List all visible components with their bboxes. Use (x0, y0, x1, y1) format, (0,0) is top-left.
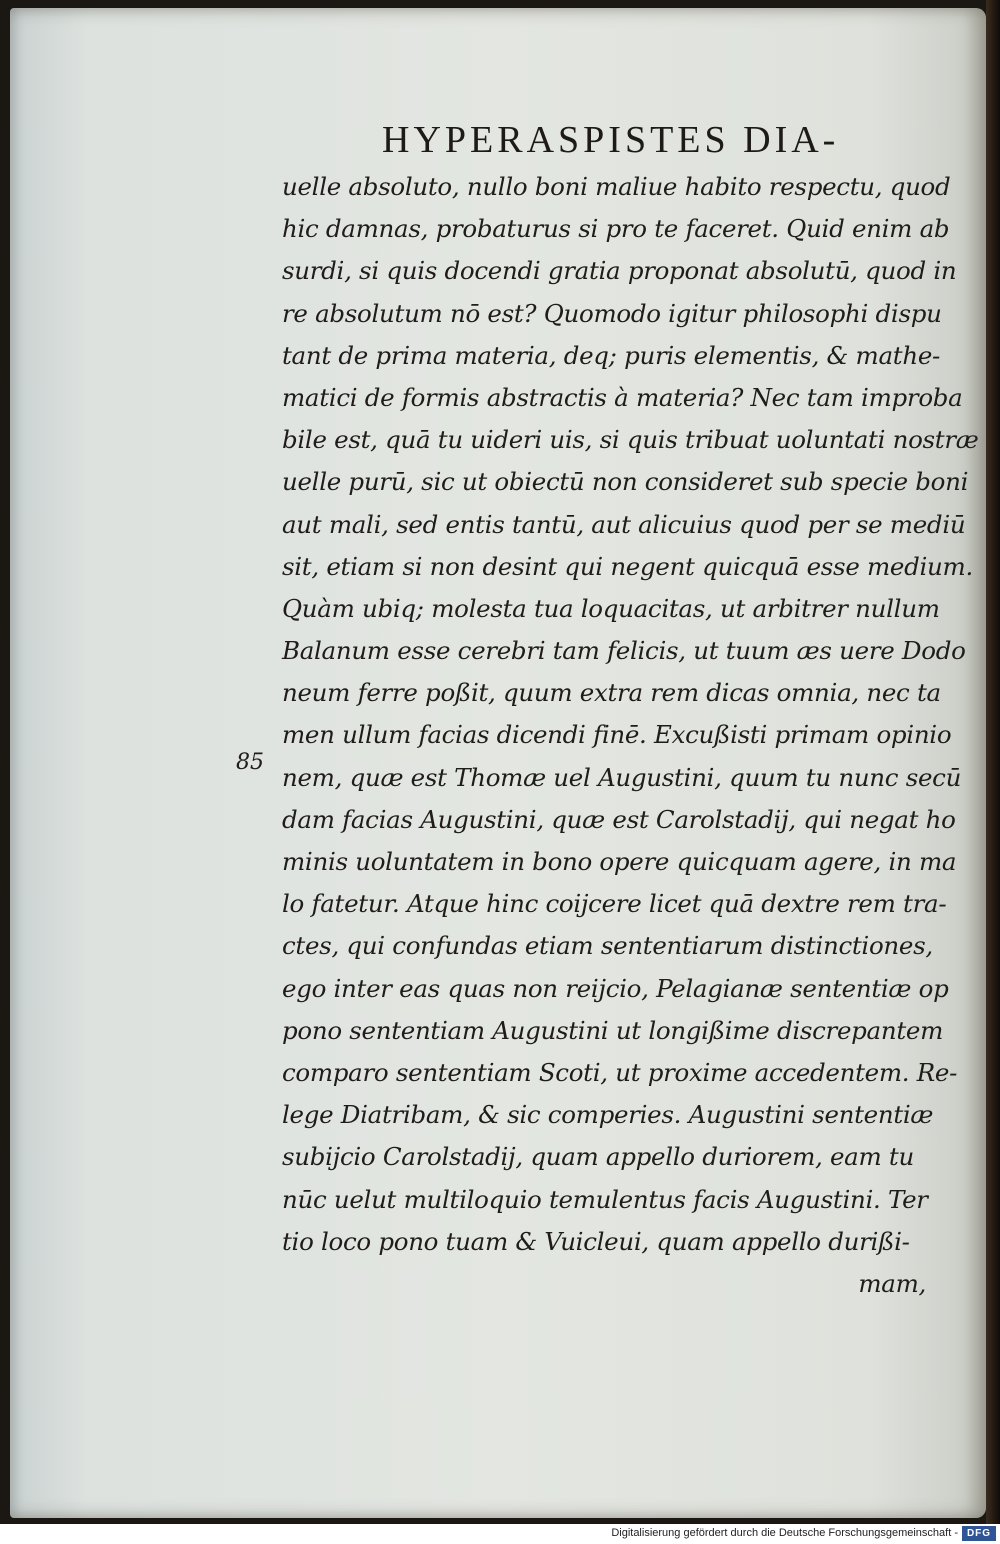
text-line: aut mali, sed entis tantū, aut alicuius quod per se mediū (282, 509, 966, 539)
text-line: minis uoluntatem in bono opere quicquam agere, in ma (282, 847, 957, 876)
text-block (282, 166, 979, 1305)
text-line: dam facias Augustini, quæ est Carolstadij, qui negat ho (282, 804, 956, 834)
dfg-logo-icon: DFG (962, 1526, 996, 1541)
text-line: surdi, si quis docendi gratia proponat absolutū, quod in (282, 256, 957, 286)
text-line: tant de prima materia, deq; puris elementis, & mathe- (282, 340, 940, 370)
text-line: sit, etiam si non desint qui negent quicquā esse medium. (282, 551, 973, 581)
text-line: nūc uelut multiloquio temulentus facis Augustini. Ter (282, 1184, 928, 1214)
text-line: Quàm ubiq; molesta tua loquacitas, ut arbitrer nullum (282, 593, 940, 623)
text-line: lege Diatribam, & sic comperies. Augustini sententiæ (282, 1100, 934, 1130)
footer-bar (0, 1524, 1000, 1544)
text-line: re absolutum nō est? Quomodo igitur philosophi dispu (282, 298, 942, 328)
text-line: subijcio Carolstadij, quam appello duriorem, eam tu (282, 1142, 914, 1172)
funding-credit: Digitalisierung gefördert durch die Deutsche Forschungsgemeinschaft - (611, 1527, 958, 1539)
text-line: matici de formis abstractis à materia? Nec tam improba (282, 382, 963, 412)
text-line: comparo sententiam Scoti, ut proxime accedentem. Re- (282, 1057, 958, 1087)
text-line: hic damnas, probaturus si pro te faceret. Quid enim ab (282, 214, 950, 244)
catchword: mam, (858, 1268, 926, 1298)
text-line: neum ferre poßit, quum extra rem dicas omnia, nec ta (282, 678, 941, 708)
text-line: men ullum facias dicendi finē. Excußisti primam opinio (282, 720, 952, 750)
text-line: nem, quæ est Thomæ uel Augustini, quum tu nunc secū (282, 762, 962, 792)
text-line: Balanum esse cerebri tam felicis, ut tuum æs uere Dodo (282, 636, 966, 666)
book-page (10, 8, 986, 1518)
text-line: tio loco pono tuam & Vuicleui, quam appello durißi- (282, 1226, 910, 1256)
text-line: ctes, qui confundas etiam sententiarum distinctiones, (282, 931, 933, 961)
book-edge (986, 0, 1000, 1524)
text-line: lo fatetur. Atque hinc coijcere licet quā dextre rem tra- (282, 889, 947, 919)
running-head: HYPERASPISTES DIA- (382, 119, 840, 161)
margin-note: 85 (236, 750, 264, 775)
text-line: pono sententiam Augustini ut longißime discrepantem (282, 1015, 944, 1045)
text-line: uelle absoluto, nullo boni maliue habito respectu, quod (282, 172, 951, 201)
text-line: uelle purū, sic ut obiectū non consideret sub specie boni (282, 467, 969, 497)
text-line: bile est, quā tu uideri uis, si quis tribuat uoluntati nostræ (282, 425, 979, 455)
text-line: ego inter eas quas non reijcio, Pelagianæ sententiæ op (282, 973, 949, 1003)
